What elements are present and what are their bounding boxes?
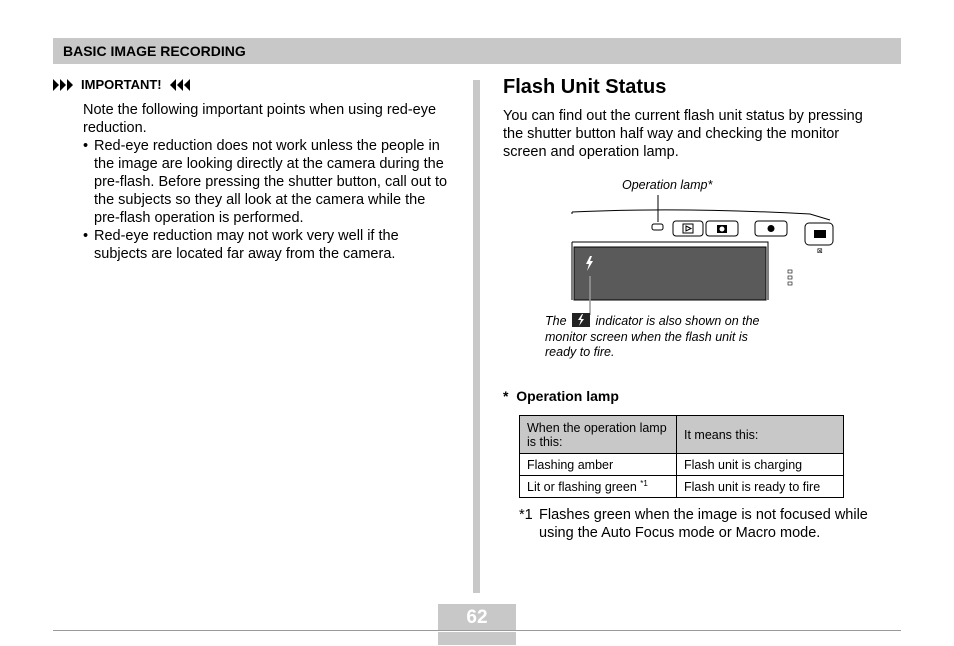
footnote-text: Flashes green when the image is not focused while using the Auto Focus mode or Macro mode. (539, 507, 868, 541)
table-cell: Flash unit is ready to fire (677, 476, 844, 498)
caption-text-after: indicator is also shown on the monitor screen when the flash unit is ready to fire. (545, 314, 760, 359)
bullet-text: Red-eye reduction may not work very well if the subjects are located far away from the camera. (94, 228, 399, 262)
table-header-cell: When the operation lamp is this: (520, 416, 677, 454)
svg-text:⊠: ⊠ (817, 247, 823, 255)
flash-indicator-icon (572, 313, 590, 327)
bullet-text: Red-eye reduction does not work unless the people in the image are looking directly at the camera during the pre-flash. Before pressing the shutter button, call out to the subjects so they all look at the camera while the pre-flash operation is performed. (94, 138, 448, 226)
important-bullet (83, 227, 455, 263)
operation-lamp-heading-text: Operation lamp (516, 388, 619, 404)
section-title: Flash Unit Status (503, 76, 667, 98)
bullet-dot-icon: • (83, 138, 89, 154)
important-bullet (83, 137, 455, 227)
playback-button-icon (673, 221, 703, 236)
chevron-right-triple-icon (53, 79, 75, 91)
table-header-cell: It means this: (677, 416, 844, 454)
table-cell-text: Lit or flashing green (527, 480, 637, 495)
table-cell: Flash unit is charging (677, 454, 844, 476)
section-header-bar (53, 38, 901, 64)
bullet-dot-icon: • (83, 228, 89, 244)
important-body (83, 101, 455, 263)
operation-lamp-table (519, 415, 844, 498)
caption-text-before: The (545, 314, 567, 328)
asterisk-mark: * (503, 388, 517, 404)
section-header-title: BASIC IMAGE RECORDING (63, 43, 246, 59)
page-number: 62 (438, 604, 516, 630)
table-cell: Flashing amber (520, 454, 677, 476)
important-intro: Note the following important points when using red-eye reduction. (83, 102, 437, 136)
table-row (520, 454, 844, 476)
table-row (520, 476, 844, 498)
table-cell (520, 476, 677, 498)
operation-lamp-callout-label: Operation lamp* (622, 178, 713, 192)
important-heading (53, 77, 190, 92)
section-intro: You can find out the current flash unit status by pressing the shutter button half way and checking the monitor screen and operation lamp. (503, 108, 863, 160)
diagram-caption (545, 313, 765, 361)
camera-back-diagram (560, 190, 840, 320)
footnote-mark: *1 (519, 507, 533, 523)
footnote (519, 506, 899, 542)
operation-lamp-heading (503, 388, 619, 404)
bottom-rule (53, 630, 901, 631)
footnote-ref: *1 (640, 478, 648, 488)
monitor-screen (574, 247, 766, 300)
chevron-left-triple-icon (168, 79, 190, 91)
important-label: IMPORTANT! (81, 77, 162, 92)
operation-lamp-icon (652, 224, 663, 230)
column-divider (473, 80, 480, 593)
table-header-row (520, 416, 844, 454)
page-number-tab (438, 632, 516, 645)
